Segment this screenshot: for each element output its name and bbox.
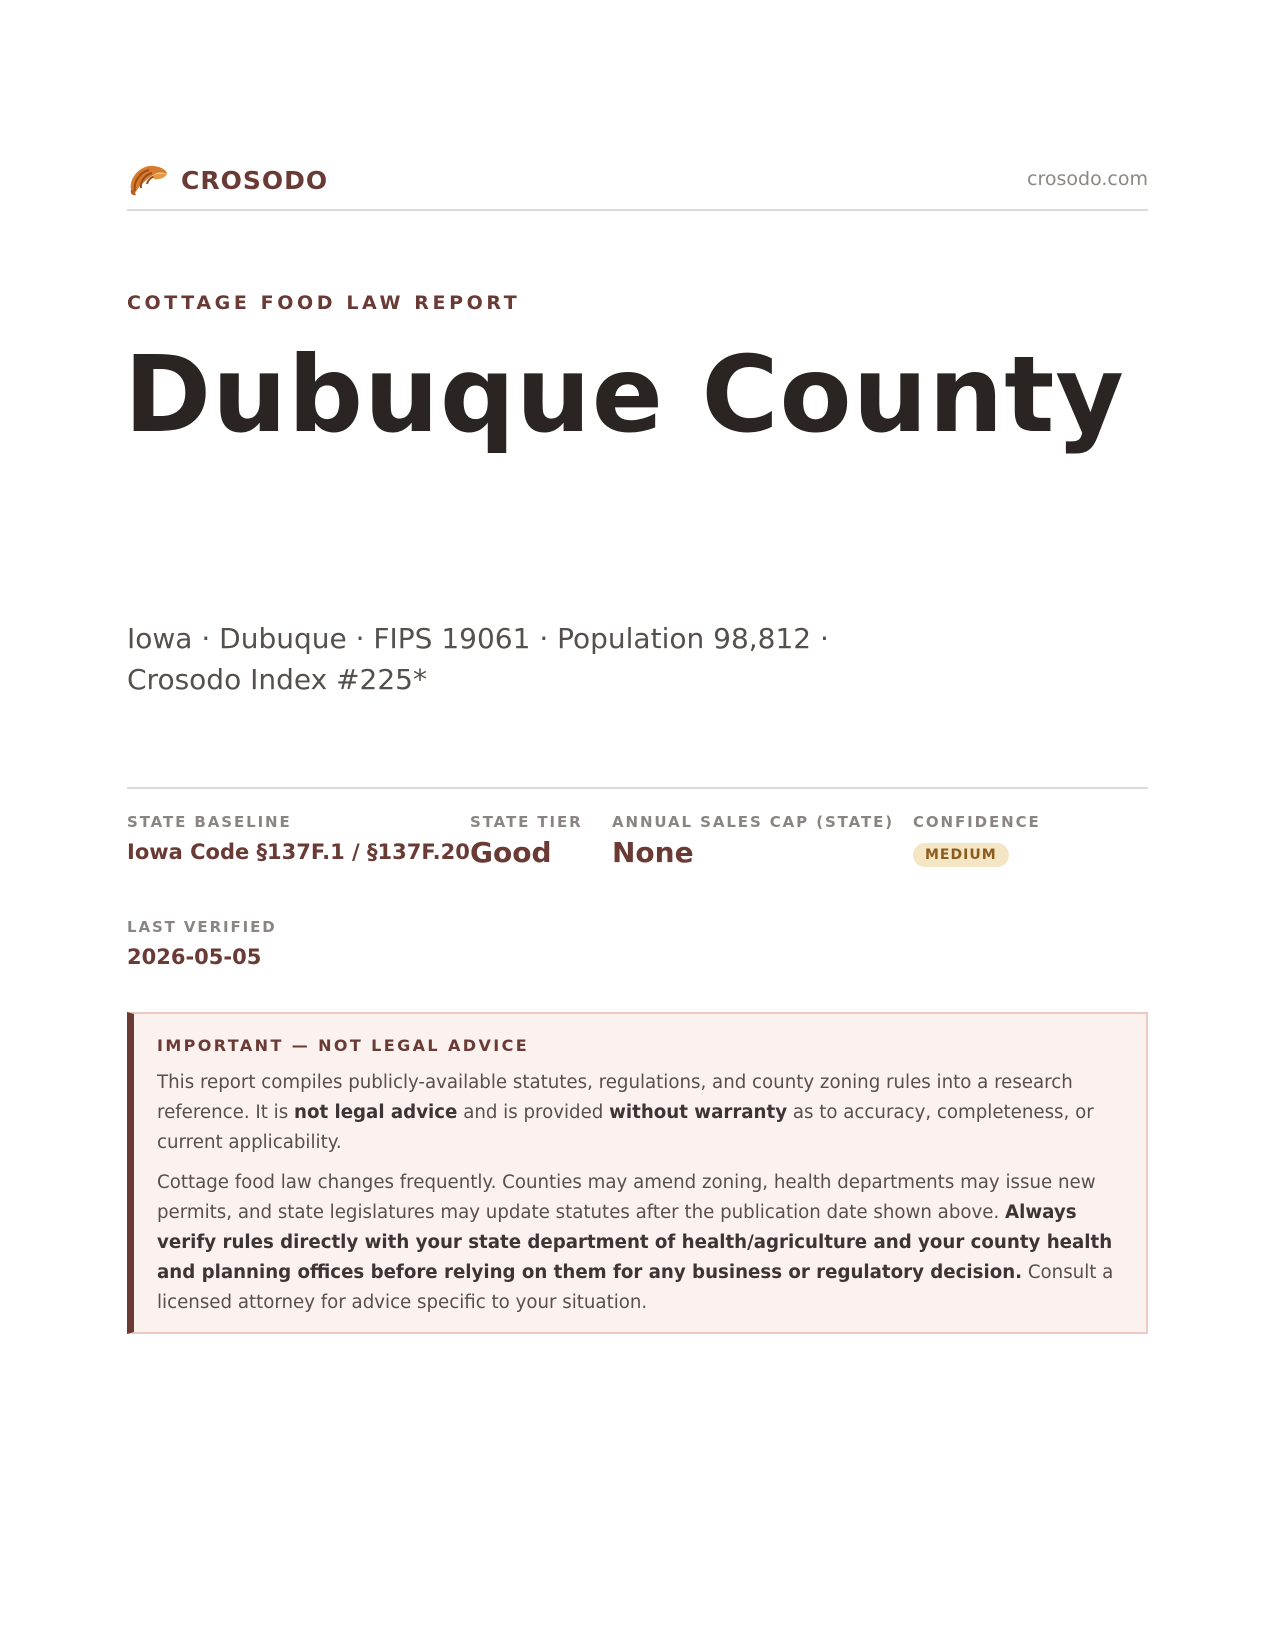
notice-text: and is provided	[457, 1102, 610, 1123]
notice-text: This report compiles publicly-available statutes, regulations, and county zoning rules into a research reference. It is	[157, 1072, 1073, 1123]
notice-paragraph	[157, 1168, 1122, 1318]
stat-value: 2026-05-05	[127, 945, 262, 969]
stat-label: CONFIDENCE	[913, 813, 1041, 831]
stat-value: Iowa Code §137F.1 / §137F.20	[127, 840, 470, 864]
notice-paragraph	[157, 1068, 1122, 1158]
croissant-icon	[127, 160, 169, 200]
brand[interactable]	[127, 160, 328, 200]
notice-emphasis: not legal advice	[294, 1102, 458, 1123]
brand-name: CROSODO	[181, 165, 329, 195]
stat-label: ANNUAL SALES CAP (STATE)	[612, 813, 895, 831]
stat-label: LAST VERIFIED	[127, 918, 277, 936]
stat-state-tier	[470, 813, 583, 869]
legal-notice	[127, 1012, 1148, 1334]
report-eyebrow: COTTAGE FOOD LAW REPORT	[127, 292, 521, 314]
notice-text: Consult a licensed attorney for advice specific to your situation.	[157, 1262, 1114, 1313]
header-bar	[127, 158, 1148, 211]
stat-confidence	[913, 813, 1041, 867]
notice-emphasis: without warranty	[609, 1102, 788, 1123]
stat-label: STATE TIER	[470, 813, 583, 831]
notice-title: IMPORTANT — NOT LEGAL ADVICE	[157, 1036, 530, 1055]
stat-value: Good	[470, 836, 552, 869]
divider	[127, 787, 1148, 789]
stat-last-verified	[127, 918, 277, 969]
page-title: Dubuque County	[124, 334, 1125, 456]
stat-sales-cap	[612, 813, 894, 869]
confidence-badge: MEDIUM	[913, 843, 1009, 867]
stat-value: None	[612, 836, 694, 869]
notice-text: Cottage food law changes frequently. Counties may amend zoning, health departments may issue new permits, and state legislatures may update statutes after the publication date shown above.	[157, 1172, 1096, 1223]
notice-emphasis: Always verify rules directly with your state department of health/agriculture and your county health and planning offices before relying on them for any business or regulatory decision.	[157, 1202, 1113, 1283]
stat-state-baseline	[127, 813, 470, 864]
report-subtitle: Iowa · Dubuque · FIPS 19061 · Population 98,812 · Crosodo Index #225*	[127, 622, 829, 696]
stat-label: STATE BASELINE	[127, 813, 292, 831]
site-link[interactable]: crosodo.com	[1027, 168, 1148, 190]
notice-text: as to accuracy, completeness, or current applicability.	[157, 1102, 1094, 1153]
